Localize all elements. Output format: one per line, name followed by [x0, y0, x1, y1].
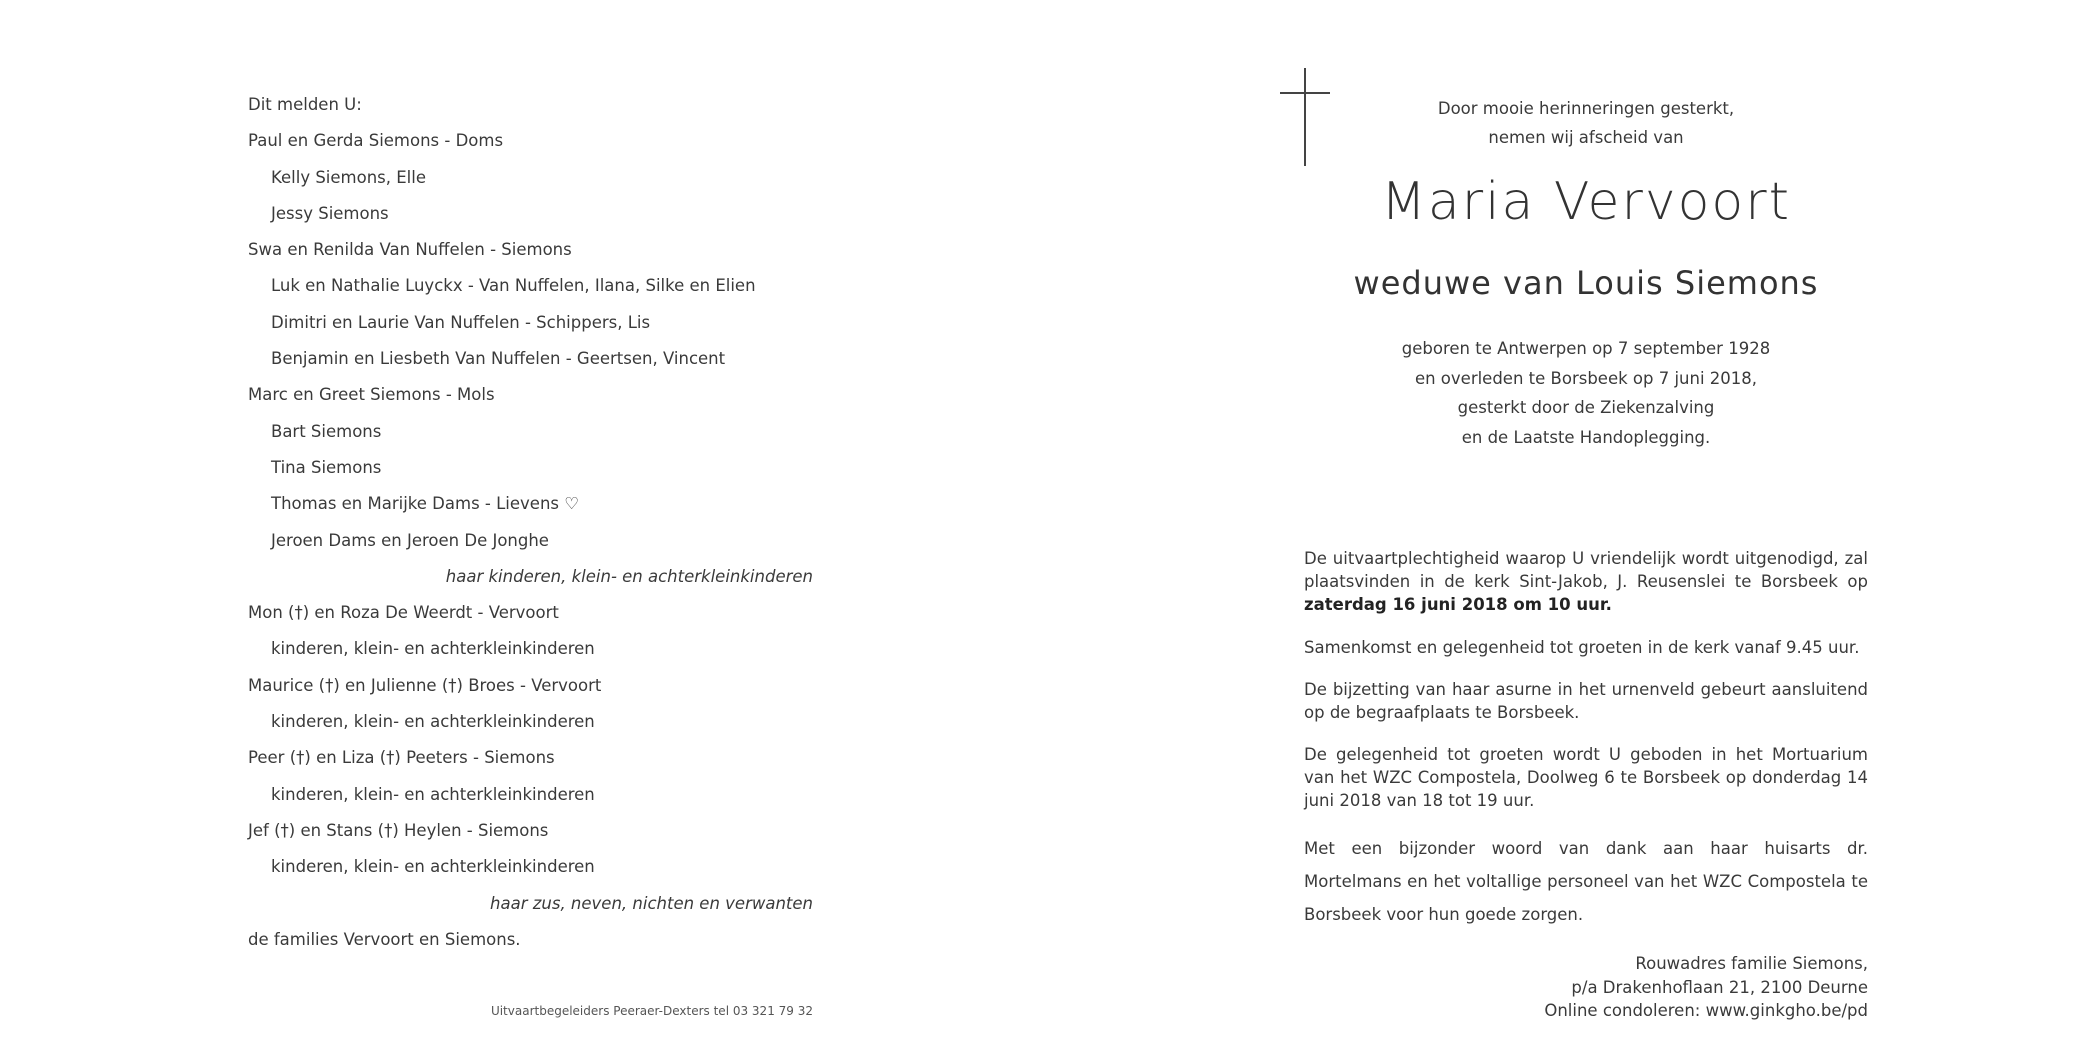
family-line: Bart Siemons — [271, 421, 382, 441]
intro-text — [1304, 94, 1868, 152]
family-line: Mon (†) en Roza De Weerdt - Vervoort — [248, 603, 559, 623]
intro-line-2: nemen wij afscheid van — [1488, 128, 1684, 147]
thanks-paragraph: Met een bijzonder woord van dank aan haar huisarts dr. Mortelmans en het voltallige personeel van het WZC Compostela te Borsbeek voor hun goede zorgen. — [1304, 839, 1868, 924]
family-line: haar zus, neven, nichten en verwanten — [490, 893, 813, 913]
family-line: kinderen, klein- en achterkleinkinderen — [271, 712, 595, 732]
mourning-address — [1304, 952, 1868, 1023]
family-line: haar kinderen, klein- en achterkleinkinderen — [445, 566, 813, 586]
family-line: Jessy Siemons — [271, 203, 389, 223]
family-line: Benjamin en Liesbeth Van Nuffelen - Geertsen, Vincent — [271, 349, 726, 369]
address-line-2: p/a Drakenhoflaan 21, 2100 Deurne — [1571, 977, 1868, 997]
family-line: Dimitri en Laurie Van Nuffelen - Schippers, Lis — [271, 312, 651, 332]
family-line: Dit melden U: — [248, 95, 362, 114]
mortuary-paragraph: De gelegenheid tot groeten wordt U geboden in het Mortuarium van het WZC Compostela, Doolweg 6 te Borsbeek op donderdag 14 juni 2018 van 18 tot 19 uur. — [1304, 745, 1868, 810]
spouse-line: weduwe van Louis Siemons — [1353, 264, 1819, 302]
family-line: Luk en Nathalie Luyckx - Van Nuffelen, Ilana, Silke en Elien — [271, 276, 756, 296]
death-line: en overleden te Borsbeek op 7 juni 2018, — [1414, 368, 1758, 388]
family-line: Tina Siemons — [271, 457, 382, 477]
address-line-1: Rouwadres familie Siemons, — [1635, 954, 1868, 973]
condolence-link[interactable]: Online condoleren: www.ginkgho.be/pd — [1544, 1001, 1868, 1020]
sacrament-line-1: gesterkt door de Ziekenzalving — [1457, 398, 1715, 417]
family-list — [248, 92, 813, 963]
family-line: de families Vervoort en Siemons. — [248, 929, 521, 949]
family-line: Marc en Greet Siemons - Mols — [248, 385, 495, 405]
birth-death-info — [1304, 334, 1868, 452]
funeral-date: zaterdag 16 juni 2018 om 10 uur. — [1304, 595, 1612, 614]
family-line: kinderen, klein- en achterkleinkinderen — [271, 857, 595, 877]
family-line: Peer (†) en Liza (†) Peeters - Siemons — [248, 748, 555, 768]
deceased-name: Maria Vervoort — [1380, 172, 1792, 232]
birth-line: geboren te Antwerpen op 7 september 1928 — [1401, 339, 1771, 358]
family-line: Maurice (†) en Julienne (†) Broes - Vervoort — [248, 675, 602, 695]
family-line: Paul en Gerda Siemons - Doms — [248, 131, 504, 151]
funeral-text: De uitvaartplechtigheid waarop U vriendelijk wordt uitgenodigd, zal plaatsvinden in de kerk Sint-Jakob, J. Reusenslei te Borsbeek op — [1304, 549, 1868, 591]
funeral-paragraph — [1304, 547, 1868, 616]
family-line: kinderen, klein- en achterkleinkinderen — [271, 639, 595, 659]
gathering-paragraph: Samenkomst en gelegenheid tot groeten in de kerk vanaf 9.45 uur. — [1304, 638, 1860, 657]
family-line: Kelly Siemons, Elle — [271, 167, 426, 187]
family-line: Jef (†) en Stans (†) Heylen - Siemons — [248, 820, 549, 840]
family-line: Swa en Renilda Van Nuffelen - Siemons — [248, 240, 572, 260]
family-line: kinderen, klein- en achterkleinkinderen — [271, 784, 595, 804]
burial-paragraph: De bijzetting van haar asurne in het urnenveld gebeurt aansluitend op de begraafplaats te Borsbeek. — [1304, 680, 1868, 722]
sacrament-line-2: en de Laatste Handoplegging. — [1461, 427, 1711, 447]
family-line: Jeroen Dams en Jeroen De Jonghe — [271, 530, 549, 550]
family-line: Thomas en Marijke Dams - Lievens ♡ — [271, 494, 580, 514]
funeral-director-footer: Uitvaartbegeleiders Peeraer-Dexters tel 03 321 79 32 — [490, 1004, 813, 1018]
intro-line-1: Door mooie herinneringen gesterkt, — [1437, 99, 1735, 118]
